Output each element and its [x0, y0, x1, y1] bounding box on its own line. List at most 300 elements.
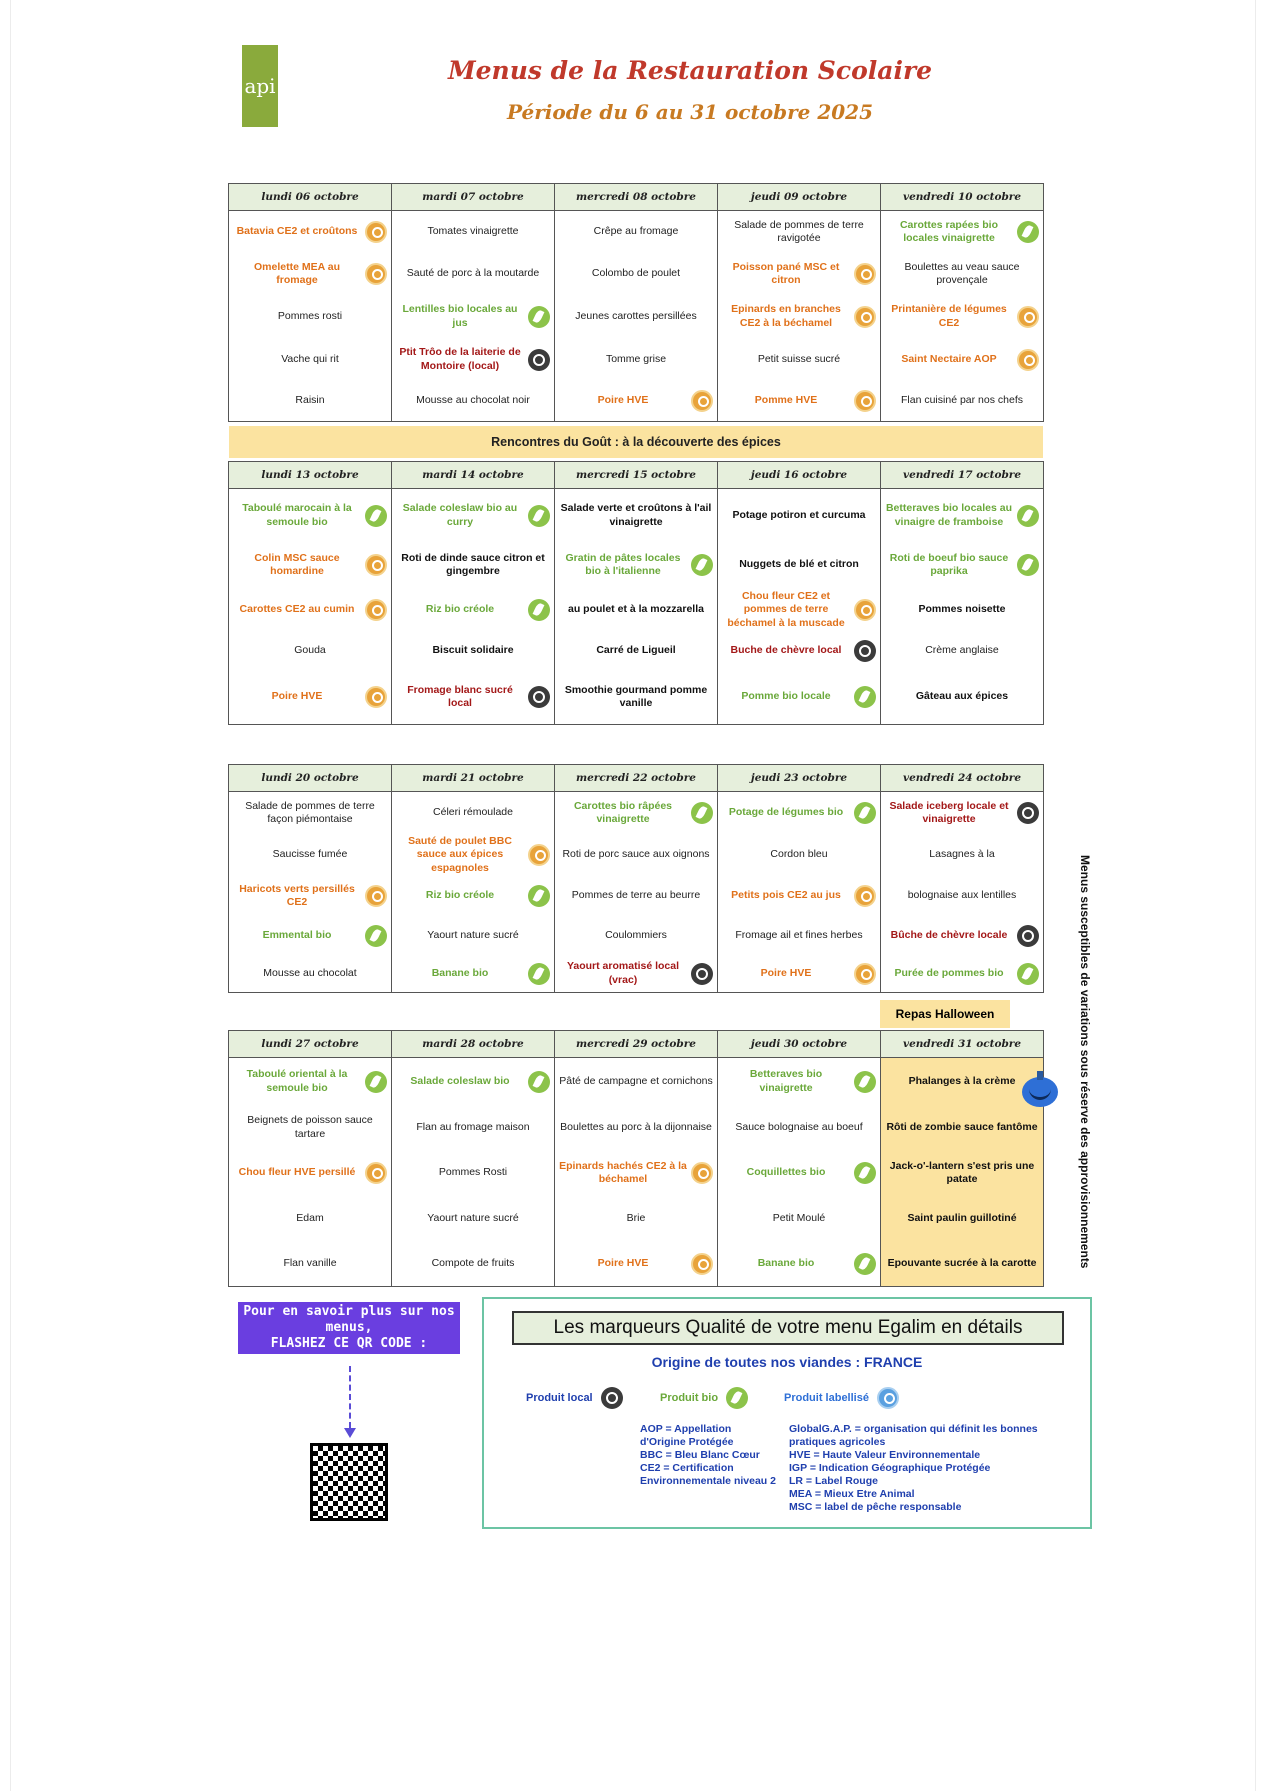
menu-cell: [392, 632, 555, 670]
page-title: Menus de la Restauration Scolaire: [447, 56, 933, 85]
dish-name: Emmental bio: [262, 928, 332, 941]
menu-cell: [555, 588, 718, 632]
day-header: mercredi 29 octobre: [555, 1031, 718, 1058]
dish-name: Phalanges à la crème: [908, 1074, 1016, 1087]
day-header: vendredi 24 octobre: [881, 765, 1044, 792]
dish-name: Poisson pané MSC et citron: [732, 260, 840, 286]
dish-name: Lasagnes à la: [929, 848, 995, 861]
pumpkin-icon: [1022, 1077, 1058, 1107]
dish-name: Betteraves bio vinaigrette: [749, 1068, 823, 1094]
menu-cell: [881, 211, 1044, 254]
menu-cell: [555, 834, 718, 876]
qr-code[interactable]: [310, 1443, 388, 1521]
dish-name: Pomme HVE: [754, 394, 818, 407]
menu-cell: [555, 916, 718, 955]
menu-cell: [392, 1058, 555, 1106]
dish-name: Gâteau aux épices: [915, 690, 1009, 703]
day-header: lundi 13 octobre: [229, 462, 392, 489]
menu-cell: [881, 1105, 1044, 1150]
dish-name: Carottes CE2 au cumin: [239, 603, 355, 616]
menu-cell: [555, 338, 718, 381]
bio-product-icon: [365, 925, 387, 947]
bio-product-icon: [854, 686, 876, 708]
menu-cell: [718, 588, 881, 632]
abbr-line: Environnementale niveau 2: [640, 1475, 776, 1487]
bio-product-icon: [1017, 963, 1039, 985]
dish-name: Petit Moulé: [772, 1211, 826, 1224]
bio-product-icon: [528, 599, 550, 621]
abbr-line: AOP = Appellation: [640, 1423, 732, 1435]
gout-banner: Rencontres du Goût : à la découverte des épices: [229, 426, 1043, 458]
local-product-icon: [528, 349, 550, 371]
labelled-product-icon: [691, 1162, 713, 1184]
dish-name: Salade iceberg locale et vinaigrette: [889, 799, 1009, 825]
dish-name: Jack-o'-lantern s'est pris une patate: [889, 1159, 1035, 1185]
menu-cell: [718, 876, 881, 916]
dish-name: Jeunes carottes persillées: [575, 309, 697, 322]
abbr-line: MEA = Mieux Etre Animal: [789, 1488, 915, 1500]
day-header: mardi 07 octobre: [392, 184, 555, 211]
dish-name: Boulettes au veau sauce provençale: [904, 260, 1020, 286]
key-local: [526, 1387, 623, 1409]
day-header: mercredi 15 octobre: [555, 462, 718, 489]
menu-cell: [881, 1058, 1044, 1106]
menu-cell: [229, 253, 392, 295]
menu-cell: [718, 1105, 881, 1150]
dish-name: Roti de porc sauce aux oignons: [562, 848, 710, 861]
abbr-line: d'Origine Protégée: [640, 1436, 734, 1448]
dish-name: Sauté de poulet BBC sauce aux épices espagnoles: [408, 835, 512, 874]
dish-name: Epinards en branches CE2 à la béchamel: [731, 303, 841, 329]
dish-name: Nuggets de blé et citron: [739, 558, 859, 571]
day-header: vendredi 17 octobre: [881, 462, 1044, 489]
dish-name: Salade de pommes de terre façon piémontaise: [245, 799, 375, 825]
bio-product-icon: [528, 885, 550, 907]
bio-product-icon: [854, 1253, 876, 1275]
qr-callout-line3: FLASHEZ CE QR CODE :: [270, 1336, 428, 1351]
menu-cell: [229, 670, 392, 725]
dish-name: Betteraves bio locales au vinaigre de framboise: [885, 502, 1013, 528]
qr-arrow-line: [349, 1366, 351, 1428]
key-labellise-label: Produit labellisé: [784, 1392, 869, 1404]
dish-name: Carottes bio râpées vinaigrette: [573, 799, 673, 825]
menu-cell: [229, 542, 392, 588]
menu-cell: [881, 1150, 1044, 1196]
dish-name: Rôti de zombie sauce fantôme: [886, 1120, 1038, 1133]
menu-cell: [555, 1105, 718, 1150]
menu-cell: [392, 834, 555, 876]
local-product-icon: [854, 640, 876, 662]
dish-name: Colin MSC sauce homardine: [254, 551, 340, 577]
dish-name: Beignets de poisson sauce tartare: [247, 1114, 373, 1140]
menu-cell: [555, 295, 718, 338]
dish-name: Potage potiron et curcuma: [732, 508, 866, 521]
menu-cell: [718, 670, 881, 725]
dish-name: Coulommiers: [605, 928, 667, 941]
menu-cell: [555, 876, 718, 916]
day-header: mardi 28 octobre: [392, 1031, 555, 1058]
menu-cell: [229, 632, 392, 670]
menu-cell: [229, 211, 392, 254]
dish-name: Chou fleur CE2 et pommes de terre béchamel à la muscade: [727, 590, 845, 629]
menu-cell: [718, 1196, 881, 1241]
local-product-icon: [1017, 925, 1039, 947]
abbr-line: BBC = Bleu Blanc Cœur: [640, 1449, 760, 1461]
key-labellise: [784, 1387, 899, 1409]
dish-name: Pommes de terre au beurre: [571, 889, 701, 902]
menu-cell: [718, 955, 881, 993]
abbr-line: IGP = Indication Géographique Protégée: [789, 1462, 991, 1474]
labelled-product-icon: [877, 1387, 899, 1409]
abbr-left: [640, 1423, 776, 1488]
menu-cell: [555, 670, 718, 725]
menu-cell: [392, 1150, 555, 1196]
abbr-line: LR = Label Rouge: [789, 1475, 878, 1487]
dish-name: Flan cuisiné par nos chefs: [901, 394, 1023, 407]
local-product-icon: [601, 1387, 623, 1409]
menu-cell: [555, 632, 718, 670]
dish-name: Crème anglaise: [925, 644, 999, 657]
api-logo: api: [242, 45, 278, 127]
dish-name: Crêpe au fromage: [593, 225, 679, 238]
period-subtitle: Période du 6 au 31 octobre 2025: [507, 100, 873, 124]
dish-name: Salade verte et croûtons à l'ail vinaigrette: [560, 502, 712, 528]
dish-name: Edam: [296, 1211, 324, 1224]
abbr-line: pratiques agricoles: [789, 1436, 886, 1448]
menu-cell: [718, 295, 881, 338]
bio-product-icon: [691, 554, 713, 576]
labelled-product-icon: [691, 1253, 713, 1275]
menu-cell: [718, 338, 881, 381]
labelled-product-icon: [854, 963, 876, 985]
dish-name: Boulettes au porc à la dijonnaise: [560, 1120, 712, 1133]
bio-product-icon: [365, 505, 387, 527]
menu-cell: [229, 792, 392, 835]
key-bio-label: Produit bio: [660, 1392, 719, 1404]
menu-cell: [881, 670, 1044, 725]
dish-name: Saucisse fumée: [272, 848, 348, 861]
labelled-product-icon: [365, 554, 387, 576]
menu-cell: [229, 1196, 392, 1241]
dish-name: Taboulé marocain à la semoule bio: [242, 502, 352, 528]
dish-name: Taboulé oriental à la semoule bio: [246, 1068, 348, 1094]
dish-name: Chou fleur HVE persillé: [238, 1166, 356, 1179]
dish-name: Pommes noisette: [918, 603, 1006, 616]
dish-name: Tomates vinaigrette: [427, 225, 519, 238]
day-header: mardi 21 octobre: [392, 765, 555, 792]
abbr-line: HVE = Haute Valeur Environnementale: [789, 1449, 981, 1461]
bio-product-icon: [528, 1071, 550, 1093]
dish-name: Mousse au chocolat noir: [416, 394, 530, 407]
dish-name: Petit suisse sucré: [757, 352, 841, 365]
dish-name: Yaourt nature sucré: [427, 1211, 519, 1224]
menu-cell: [555, 211, 718, 254]
dish-name: Salade coleslaw bio: [410, 1074, 510, 1087]
dish-name: Ptit Trôo de la laiterie de Montoire (local): [399, 346, 521, 372]
qr-callout: [238, 1302, 460, 1354]
labelled-product-icon: [691, 390, 713, 412]
quality-legend: [482, 1297, 1092, 1529]
week-table-2: [228, 461, 1044, 725]
menu-cell: [718, 1150, 881, 1196]
bio-product-icon: [854, 1071, 876, 1093]
menu-cell: [881, 1241, 1044, 1287]
dish-name: Pommes rosti: [277, 309, 343, 322]
dish-name: Mousse au chocolat: [263, 966, 357, 979]
dish-name: Vache qui rit: [281, 352, 339, 365]
menu-cell: [718, 253, 881, 295]
key-bio: [660, 1387, 748, 1409]
dish-name: Salade de pommes de terre ravigotée: [734, 218, 864, 244]
menu-cell: [392, 1105, 555, 1150]
dish-name: Raisin: [295, 394, 325, 407]
bio-product-icon: [691, 802, 713, 824]
week-table-3: [228, 764, 1044, 993]
menu-cell: [881, 588, 1044, 632]
menu-cell: [555, 489, 718, 543]
dish-name: Sauté de porc à la moutarde: [406, 267, 540, 280]
dish-name: Epouvante sucrée à la carotte: [887, 1256, 1037, 1269]
menu-cell: [718, 381, 881, 422]
dish-name: Poire HVE: [760, 966, 812, 979]
menu-cell: [229, 1241, 392, 1287]
day-header: mercredi 22 octobre: [555, 765, 718, 792]
dish-name: Pommes Rosti: [438, 1166, 508, 1179]
menu-cell: [555, 253, 718, 295]
menu-cell: [392, 489, 555, 543]
supply-note: Menus susceptibles de variations sous réserve des approvisionnements: [1078, 855, 1092, 1269]
dish-name: Lentilles bio locales au jus: [402, 303, 518, 329]
labelled-product-icon: [365, 599, 387, 621]
menu-cell: [392, 588, 555, 632]
dish-name: Haricots verts persillés CE2: [239, 882, 355, 908]
bio-product-icon: [1017, 554, 1039, 576]
dish-name: Gouda: [294, 644, 326, 657]
menu-cell: [392, 542, 555, 588]
labelled-product-icon: [365, 885, 387, 907]
menu-cell: [229, 489, 392, 543]
dish-name: Poire HVE: [597, 1256, 649, 1269]
day-header: vendredi 31 octobre: [881, 1031, 1044, 1058]
bio-product-icon: [726, 1387, 748, 1409]
day-header: mercredi 08 octobre: [555, 184, 718, 211]
labelled-product-icon: [854, 263, 876, 285]
dish-name: Tomme grise: [605, 352, 667, 365]
menu-cell: [555, 792, 718, 835]
menu-cell: [229, 381, 392, 422]
menu-cell: [555, 381, 718, 422]
menu-cell: [229, 1150, 392, 1196]
dish-name: Purée de pommes bio: [894, 966, 1004, 979]
dish-name: Saint paulin guillotiné: [907, 1211, 1017, 1224]
menu-cell: [229, 916, 392, 955]
dish-name: Fromage blanc sucré local: [407, 683, 513, 709]
menu-cell: [718, 1241, 881, 1287]
menu-cell: [881, 338, 1044, 381]
dish-name: Bûche de chèvre locale: [890, 928, 1008, 941]
menu-cell: [881, 542, 1044, 588]
menu-cell: [881, 916, 1044, 955]
menu-cell: [555, 1058, 718, 1106]
dish-name: Coquillettes bio: [746, 1166, 826, 1179]
week-table-1: [228, 183, 1044, 422]
labelled-product-icon: [854, 306, 876, 328]
dish-name: Roti de dinde sauce citron et gingembre: [401, 551, 545, 577]
menu-cell: [229, 1058, 392, 1106]
dish-name: Omelette MEA au fromage: [254, 260, 340, 286]
dish-name: Roti de boeuf bio sauce paprika: [889, 551, 1009, 577]
menu-cell: [392, 876, 555, 916]
labelled-product-icon: [854, 390, 876, 412]
menu-cell: [881, 834, 1044, 876]
labelled-product-icon: [1017, 349, 1039, 371]
dish-name: Sauce bolognaise au boeuf: [735, 1120, 863, 1133]
dish-name: Colombo de poulet: [591, 267, 681, 280]
menu-cell: [392, 295, 555, 338]
dish-name: Smoothie gourmand pomme vanille: [564, 683, 708, 709]
menu-cell: [881, 876, 1044, 916]
menu-cell: [392, 1241, 555, 1287]
meat-origin: Origine de toutes nos viandes : FRANCE: [651, 1354, 923, 1370]
dish-name: Pomme bio locale: [741, 690, 831, 703]
bio-product-icon: [854, 1162, 876, 1184]
menu-cell: [392, 955, 555, 993]
bio-product-icon: [528, 505, 550, 527]
dish-name: Riz bio créole: [425, 889, 495, 902]
dish-name: Banane bio: [757, 1256, 815, 1269]
abbr-line: CE2 = Certification: [640, 1462, 734, 1474]
menu-cell: [718, 211, 881, 254]
dish-name: Salade coleslaw bio au curry: [402, 502, 518, 528]
menu-cell: [881, 295, 1044, 338]
menu-cell: [881, 253, 1044, 295]
menu-cell: [718, 834, 881, 876]
dish-name: Poire HVE: [271, 690, 323, 703]
dish-name: Epinards hachés CE2 à la béchamel: [559, 1159, 687, 1185]
menu-cell: [718, 916, 881, 955]
menu-cell: [392, 253, 555, 295]
week-table-4: [228, 1030, 1044, 1287]
day-header: lundi 27 octobre: [229, 1031, 392, 1058]
dish-name: Riz bio créole: [425, 603, 495, 616]
day-header: jeudi 30 octobre: [718, 1031, 881, 1058]
legend-title: Les marqueurs Qualité de votre menu Egalim en détails: [512, 1311, 1064, 1345]
dish-name: Banane bio: [431, 966, 489, 979]
day-header: vendredi 10 octobre: [881, 184, 1044, 211]
labelled-product-icon: [1017, 306, 1039, 328]
dish-name: Carottes rapées bio locales vinaigrette: [899, 218, 999, 244]
dish-name: au poulet et à la mozzarella: [568, 603, 704, 616]
dish-name: Saint Nectaire AOP: [901, 352, 997, 365]
dish-name: Yaourt nature sucré: [427, 928, 519, 941]
abbr-right: [789, 1423, 1038, 1514]
key-local-label: Produit local: [526, 1392, 593, 1404]
dish-name: Pâté de campagne et cornichons: [559, 1074, 713, 1087]
dish-name: Petits pois CE2 au jus: [731, 889, 841, 902]
dish-name: Céleri rémoulade: [433, 806, 513, 819]
dish-name: Brie: [626, 1211, 646, 1224]
menu-cell: [881, 792, 1044, 835]
menu-cell: [881, 955, 1044, 993]
menu-cell: [718, 632, 881, 670]
bio-product-icon: [528, 963, 550, 985]
arrow-down-icon: [344, 1428, 356, 1438]
qr-callout-line2: menus,: [325, 1320, 373, 1335]
menu-cell: [229, 955, 392, 993]
local-product-icon: [1017, 802, 1039, 824]
labelled-product-icon: [365, 263, 387, 285]
bio-product-icon: [854, 802, 876, 824]
labelled-product-icon: [365, 221, 387, 243]
labelled-product-icon: [854, 599, 876, 621]
menu-cell: [229, 295, 392, 338]
day-header: jeudi 16 octobre: [718, 462, 881, 489]
menu-cell: [392, 792, 555, 835]
menu-cell: [392, 916, 555, 955]
labelled-product-icon: [854, 885, 876, 907]
menu-cell: [881, 381, 1044, 422]
menu-cell: [229, 588, 392, 632]
dish-name: Potage de légumes bio: [728, 806, 844, 819]
menu-cell: [229, 338, 392, 381]
bio-product-icon: [1017, 221, 1039, 243]
labelled-product-icon: [365, 1162, 387, 1184]
dish-name: Gratin de pâtes locales bio à l'italienne: [565, 551, 681, 577]
day-header: mardi 14 octobre: [392, 462, 555, 489]
qr-callout-line1: Pour en savoir plus sur nos: [243, 1304, 455, 1319]
menu-cell: [881, 632, 1044, 670]
dish-name: Buche de chèvre local: [730, 644, 842, 657]
bio-product-icon: [528, 306, 550, 328]
dish-name: Flan au fromage maison: [416, 1120, 530, 1133]
menu-cell: [555, 1196, 718, 1241]
labelled-product-icon: [365, 686, 387, 708]
menu-cell: [229, 834, 392, 876]
dish-name: Yaourt aromatisé local (vrac): [566, 960, 680, 986]
menu-cell: [555, 542, 718, 588]
dish-name: Cordon bleu: [770, 848, 828, 861]
day-header: jeudi 09 octobre: [718, 184, 881, 211]
dish-name: Batavia CE2 et croûtons: [236, 225, 358, 238]
day-header: jeudi 23 octobre: [718, 765, 881, 792]
bio-product-icon: [365, 1071, 387, 1093]
menu-cell: [881, 489, 1044, 543]
menu-cell: [881, 1196, 1044, 1241]
dish-name: Compote de fruits: [431, 1256, 515, 1269]
menu-cell: [555, 955, 718, 993]
dish-name: Biscuit solidaire: [432, 644, 514, 657]
menu-cell: [718, 542, 881, 588]
halloween-tag: Repas Halloween: [880, 1000, 1010, 1028]
menu-cell: [392, 338, 555, 381]
menu-cell: [392, 1196, 555, 1241]
dish-name: Poire HVE: [597, 394, 649, 407]
abbr-line: MSC = label de pêche responsable: [789, 1501, 962, 1513]
dish-name: Carré de Ligueil: [596, 644, 676, 657]
menu-cell: [229, 1105, 392, 1150]
menu-cell: [718, 792, 881, 835]
dish-name: Flan vanille: [283, 1256, 337, 1269]
menu-cell: [718, 1058, 881, 1106]
bio-product-icon: [1017, 505, 1039, 527]
dish-name: Fromage ail et fines herbes: [735, 928, 863, 941]
day-header: lundi 20 octobre: [229, 765, 392, 792]
menu-cell: [718, 489, 881, 543]
labelled-product-icon: [528, 844, 550, 866]
menu-cell: [392, 381, 555, 422]
menu-cell: [229, 876, 392, 916]
menu-cell: [555, 1150, 718, 1196]
